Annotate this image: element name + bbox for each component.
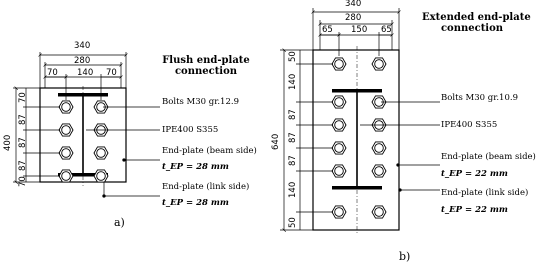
figure-b-drawing xyxy=(280,8,440,234)
bolt xyxy=(372,165,386,177)
figure-a-dim-400: 400 xyxy=(3,134,13,151)
figure-b-label-thk-beam: t_EP = 22 mm xyxy=(441,169,508,179)
figure-b-dim-gauge-right: 65 xyxy=(381,25,392,35)
figure-b-dim-280: 280 xyxy=(345,13,362,23)
figure-a-dim-v2: 87 xyxy=(18,137,28,148)
bolt xyxy=(332,142,346,154)
figure-a-dim-v1: 87 xyxy=(18,114,28,125)
figure-a-title xyxy=(158,55,254,77)
figure-b-dim-v2: 87 xyxy=(288,109,298,120)
bolt xyxy=(59,147,73,159)
bolt xyxy=(94,170,108,182)
figure-a-label-profile: IPE400 S355 xyxy=(162,125,219,135)
bolt xyxy=(372,58,386,70)
figure-b-dim-640: 640 xyxy=(271,133,281,150)
figure-a-label-endplate-beam: End-plate (beam side) xyxy=(162,146,257,156)
figure-b-dim-gauge-left: 65 xyxy=(322,25,333,35)
figure-a-dim-v3: 87 xyxy=(18,160,28,171)
figure-a-title-line1: Flush end-plate xyxy=(162,55,250,66)
figure-b-dim-v5: 140 xyxy=(288,181,298,198)
figure-a-dim-280: 280 xyxy=(74,56,91,66)
figure-b-label-endplate-link: End-plate (link side) xyxy=(441,188,529,198)
figure-a-dim-gauge-left: 70 xyxy=(47,68,58,78)
bolt xyxy=(332,96,346,108)
figure-b-dim-v4: 87 xyxy=(288,155,298,166)
figure-a-dim-v4: 70 xyxy=(18,176,28,187)
figure-b-dim-gauge-mid: 150 xyxy=(351,25,368,35)
figure-b-label-bolts: Bolts M30 gr.10.9 xyxy=(441,93,518,103)
bolt xyxy=(332,58,346,70)
figure-b-label-endplate-beam: End-plate (beam side) xyxy=(441,152,536,162)
figure-b-title-line2: connection xyxy=(440,23,504,34)
figure-a-label-thk-beam: t_EP = 28 mm xyxy=(162,162,229,172)
figure-b-dim-v1: 140 xyxy=(288,73,298,90)
figure-a-dim-gauge-mid: 140 xyxy=(77,68,94,78)
figure-a-label-bolts: Bolts M30 gr.12.9 xyxy=(162,97,239,107)
bolt xyxy=(59,101,73,113)
figure-a-label-endplate-link: End-plate (link side) xyxy=(162,182,250,192)
figure-b-caption: b) xyxy=(399,250,411,263)
figure-a-label-thk-link: t_EP = 28 mm xyxy=(162,198,229,208)
figure-a-caption: a) xyxy=(114,216,125,229)
figure-b-dim-v6: 50 xyxy=(288,217,298,228)
figure-b-title-line1: Extended end-plate xyxy=(422,12,531,23)
figure-b-end-plate xyxy=(313,50,399,230)
figure-a-dim-340: 340 xyxy=(74,41,91,51)
figure-a-dim-v0: 70 xyxy=(18,92,28,103)
figure-a-title-line2: connection xyxy=(174,66,238,77)
figure-b-title xyxy=(422,12,531,34)
bolt xyxy=(372,206,386,218)
figure-b-dim-v3: 87 xyxy=(288,132,298,143)
figure-b-label-profile: IPE400 S355 xyxy=(441,120,498,130)
bolt xyxy=(372,142,386,154)
bolt xyxy=(332,165,346,177)
figure-b-dim-340: 340 xyxy=(345,0,362,9)
figure-b-dim-v0: 50 xyxy=(288,51,298,62)
figure-b-label-thk-link: t_EP = 22 mm xyxy=(441,205,508,215)
bolt xyxy=(59,170,73,182)
bolt xyxy=(332,206,346,218)
figure-a-dim-gauge-right: 70 xyxy=(106,68,117,78)
bolt xyxy=(332,119,346,131)
bolt xyxy=(94,147,108,159)
bolt xyxy=(59,124,73,136)
